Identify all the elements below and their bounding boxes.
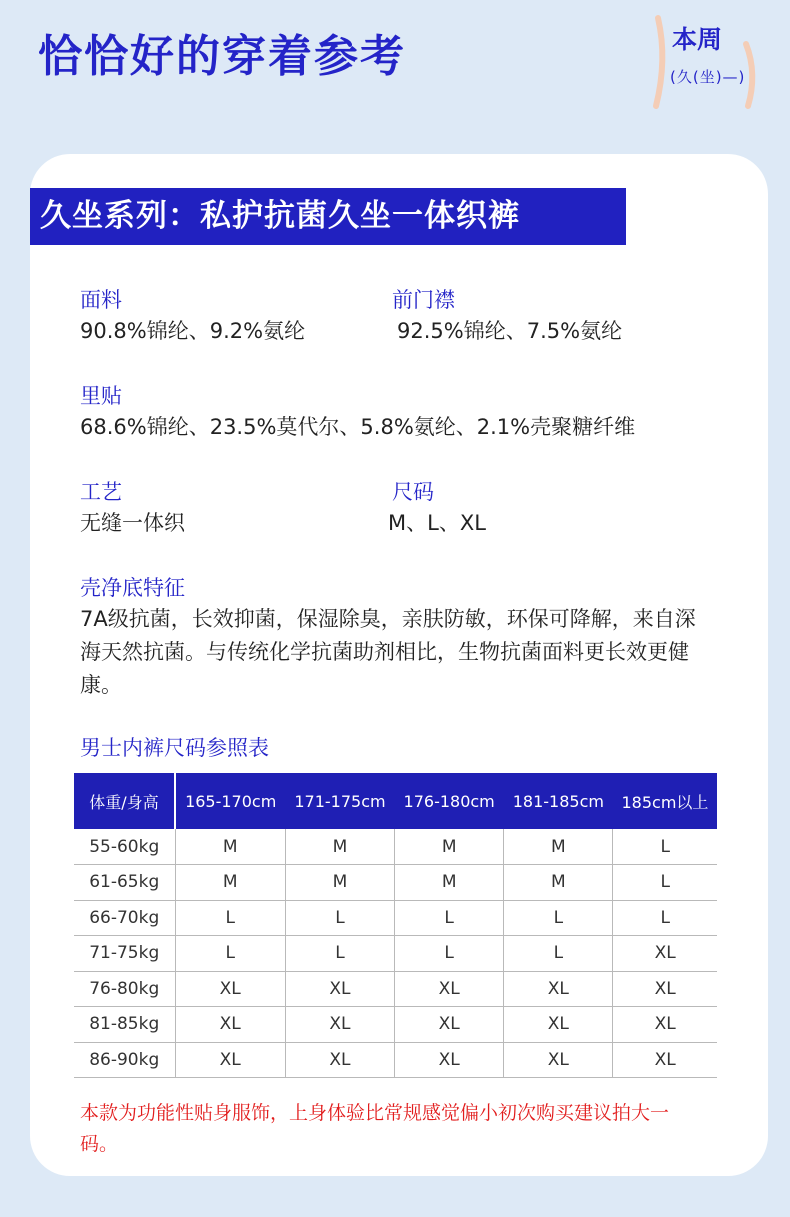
size-cell: L	[395, 900, 504, 936]
weight-cell: 66-70kg	[74, 900, 175, 936]
table-row	[74, 1007, 717, 1043]
spec-card	[30, 154, 768, 1176]
table-row	[74, 1042, 717, 1078]
size-advice-note: 本款为功能性贴身服饰，上身体验比常规感觉偏小初次购买建议拍大一码。	[80, 1102, 670, 1155]
brand-logo	[650, 14, 760, 110]
series-banner: 久坐系列：私护抗菌久坐一体织裤	[30, 188, 626, 245]
size-cell: XL	[613, 1007, 717, 1043]
size-cell: XL	[613, 971, 717, 1007]
table-row	[74, 971, 717, 1007]
size-cell: XL	[175, 1007, 285, 1043]
size-cell: XL	[395, 1042, 504, 1078]
feature-label: 壳净底特征	[80, 576, 185, 600]
size-cell: M	[175, 829, 285, 865]
size-cell: M	[175, 865, 285, 901]
size-label: 尺码	[392, 480, 434, 504]
weight-cell: 76-80kg	[74, 971, 175, 1007]
size-table-title: 男士内裤尺码参照表	[80, 736, 269, 760]
craft-label: 工艺	[80, 480, 122, 504]
size-cell: XL	[285, 1007, 394, 1043]
fabric-value: 90.8%锦纶、9.2%氨纶	[80, 319, 306, 343]
size-value: M、L、XL	[388, 511, 486, 535]
size-cell: M	[395, 829, 504, 865]
size-cell: XL	[395, 971, 504, 1007]
size-cell: XL	[285, 971, 394, 1007]
front-label: 前门襟	[392, 288, 455, 312]
size-cell: XL	[175, 1042, 285, 1078]
size-cell: L	[175, 900, 285, 936]
header-height-2: 171-175cm	[285, 773, 394, 829]
size-cell: L	[504, 900, 613, 936]
fabric-label: 面料	[80, 288, 122, 312]
size-cell: XL	[504, 971, 613, 1007]
logo-sub-text: (久(坐)—)	[670, 68, 746, 86]
size-chart-table	[74, 773, 717, 1078]
table-row	[74, 900, 717, 936]
weight-cell: 61-65kg	[74, 865, 175, 901]
weight-cell: 55-60kg	[74, 829, 175, 865]
size-cell: M	[504, 865, 613, 901]
weight-cell: 86-90kg	[74, 1042, 175, 1078]
size-cell: L	[613, 900, 717, 936]
lining-label: 里贴	[80, 384, 122, 408]
page-title: 恰恰好的穿着参考	[38, 31, 406, 82]
size-cell: L	[613, 829, 717, 865]
size-cell: M	[395, 865, 504, 901]
craft-value: 无缝一体织	[80, 511, 185, 535]
table-header-row	[74, 773, 717, 829]
size-cell: XL	[504, 1007, 613, 1043]
front-value: 92.5%锦纶、7.5%氨纶	[397, 319, 623, 343]
size-cell: L	[285, 936, 394, 972]
size-cell: XL	[613, 1042, 717, 1078]
header-height-1: 165-170cm	[175, 773, 285, 829]
size-cell: L	[285, 900, 394, 936]
logo-main-text: 本周	[672, 25, 723, 54]
size-cell: M	[285, 865, 394, 901]
size-cell: L	[613, 865, 717, 901]
weight-cell: 71-75kg	[74, 936, 175, 972]
size-cell: XL	[285, 1042, 394, 1078]
table-row	[74, 829, 717, 865]
header-height-4: 181-185cm	[504, 773, 613, 829]
size-cell: M	[285, 829, 394, 865]
header-height-3: 176-180cm	[395, 773, 504, 829]
table-row	[74, 936, 717, 972]
table-row	[74, 865, 717, 901]
lining-value: 68.6%锦纶、23.5%莫代尔、5.8%氨纶、2.1%壳聚糖纤维	[80, 415, 636, 439]
size-cell: XL	[613, 936, 717, 972]
header-height-5: 185cm以上	[613, 773, 717, 829]
size-cell: M	[504, 829, 613, 865]
size-cell: L	[395, 936, 504, 972]
size-cell: XL	[175, 971, 285, 1007]
size-cell: L	[504, 936, 613, 972]
feature-value: 7A级抗菌，长效抑菌，保湿除臭，亲肤防敏，环保可降解，来自深海天然抗菌。与传统化学抗菌助剂相比，生物抗菌面料更长效更健康。	[80, 607, 696, 697]
weight-cell: 81-85kg	[74, 1007, 175, 1043]
size-cell: XL	[504, 1042, 613, 1078]
header-weight-height: 体重/身高	[74, 773, 175, 829]
size-cell: L	[175, 936, 285, 972]
size-cell: XL	[395, 1007, 504, 1043]
